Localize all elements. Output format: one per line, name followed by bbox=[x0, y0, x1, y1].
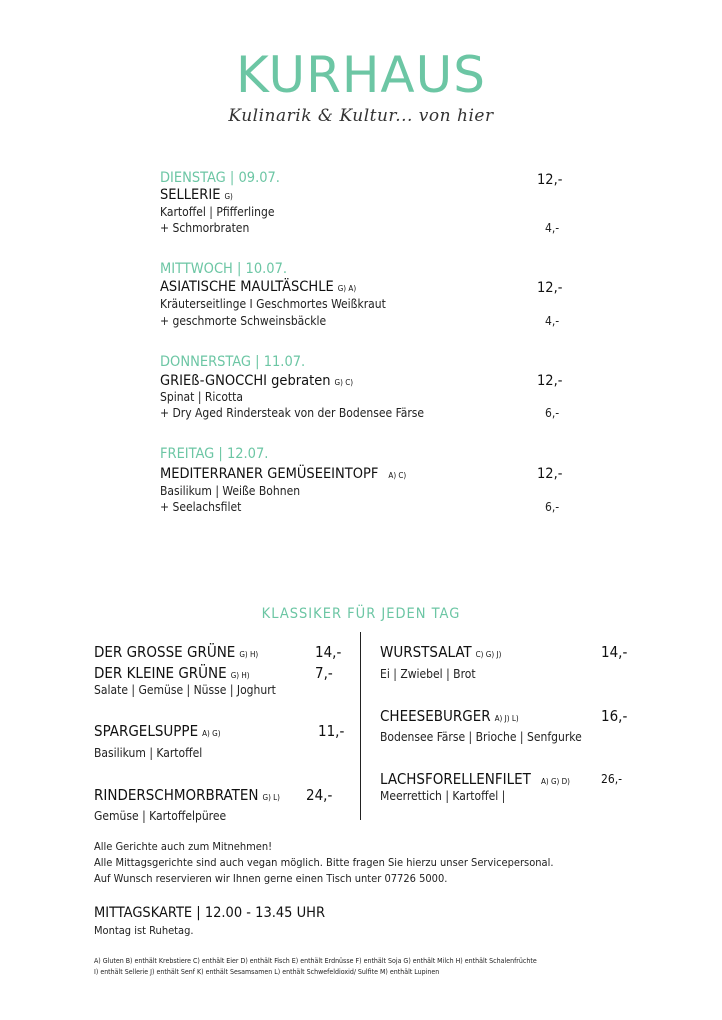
allergen-codes: G) A) bbox=[337, 284, 357, 293]
addon-price: 6,- bbox=[545, 500, 560, 514]
addon-label: + geschmorte Schweinsbäckle bbox=[160, 314, 327, 328]
classics-heading: KLASSIKER FÜR JEDEN TAG bbox=[261, 606, 461, 622]
addon-price: 6,- bbox=[545, 406, 560, 420]
restaurant-logo: KURHAUS bbox=[236, 46, 486, 104]
allergen-codes: G) C) bbox=[334, 378, 354, 387]
allergen-codes: A) G) D) bbox=[540, 777, 570, 786]
dish-sides: Kartoffel | Pfifferlinge bbox=[160, 205, 275, 219]
classic-dish-sides: Basilikum | Kartoffel bbox=[94, 746, 203, 760]
allergen-legend-line: A) Gluten B) enthält Krebstiere C) enthält Eier D) enthält Fisch E) enthält Erdnüsse F) enthält Soja G) enthält Milch H) enthält Schalenfrüchte bbox=[94, 957, 537, 965]
classic-dish-sides: Bodensee Färse | Brioche | Senfgurke bbox=[380, 730, 582, 744]
classic-dish-sides: Ei | Zwiebel | Brot bbox=[380, 667, 476, 681]
day-label: DONNERSTAG | 11.07. bbox=[160, 354, 306, 370]
classic-dish-price: 16,- bbox=[601, 707, 628, 725]
dish-name: SELLERIE G) bbox=[160, 187, 233, 203]
classic-dish-sides: Salate | Gemüse | Nüsse | Joghurt bbox=[94, 683, 276, 697]
classic-dish-price: 14,- bbox=[315, 643, 342, 661]
classic-dish-price: 7,- bbox=[315, 664, 333, 682]
allergen-codes: C) G) J) bbox=[475, 650, 502, 659]
allergen-codes: G) L) bbox=[262, 793, 280, 802]
dish-sides: Spinat | Ricotta bbox=[160, 390, 244, 404]
dish-sides: Basilikum | Weiße Bohnen bbox=[160, 484, 301, 498]
allergen-codes: G) bbox=[224, 192, 233, 201]
lunch-hours-title: MITTAGSKARTE | 12.00 - 13.45 UHR bbox=[94, 905, 326, 921]
closed-day-note: Montag ist Ruhetag. bbox=[94, 924, 194, 937]
dish-price: 12,- bbox=[537, 466, 563, 482]
dish-sides: Kräuterseitlinge I Geschmortes Weißkraut bbox=[160, 297, 386, 311]
classic-dish-price: 24,- bbox=[306, 786, 333, 804]
classic-dish-name: LACHSFORELLENFILET A) G) D) bbox=[380, 770, 570, 788]
classic-dish-sides: Gemüse | Kartoffelpüree bbox=[94, 809, 227, 823]
classic-dish-name: SPARGELSUPPE A) G) bbox=[94, 722, 221, 740]
addon-label: + Dry Aged Rindersteak von der Bodensee Färse bbox=[160, 406, 425, 420]
addon-label: + Seelachsfilet bbox=[160, 500, 242, 514]
allergen-codes: G) H) bbox=[230, 671, 250, 680]
classic-dish-name: CHEESEBURGER A) J) L) bbox=[380, 707, 519, 725]
day-label: FREITAG | 12.07. bbox=[160, 446, 269, 462]
classic-dish-name: WURSTSALAT C) G) J) bbox=[380, 643, 502, 661]
classic-dish-sides: Meerrettich | Kartoffel | bbox=[380, 789, 506, 803]
classic-dish-name: RINDERSCHMORBRATEN G) L) bbox=[94, 786, 280, 804]
dish-price: 12,- bbox=[537, 172, 563, 188]
classic-dish-price: 14,- bbox=[601, 643, 628, 661]
addon-label: + Schmorbraten bbox=[160, 221, 250, 235]
dish-name: ASIATISCHE MAULTÄSCHLE G) A) bbox=[160, 279, 357, 295]
note-line: Alle Gerichte auch zum Mitnehmen! bbox=[94, 840, 273, 853]
allergen-legend-line: I) enthält Sellerie J) enthält Senf K) enthält Sesamsamen L) enthält Schwefeldioxid/ Sulfite M) enthält Lupinen bbox=[94, 968, 440, 976]
day-label: MITTWOCH | 10.07. bbox=[160, 261, 288, 277]
classic-dish-price: 11,- bbox=[318, 722, 345, 740]
allergen-codes: A) J) L) bbox=[494, 714, 519, 723]
column-divider bbox=[360, 632, 361, 820]
day-label: DIENSTAG | 09.07. bbox=[160, 170, 280, 186]
allergen-codes: G) H) bbox=[239, 650, 259, 659]
classic-dish-name: DER GROSSE GRÜNE G) H) bbox=[94, 643, 259, 661]
allergen-codes: A) C) bbox=[388, 471, 407, 480]
tagline: Kulinarik & Kultur... von hier bbox=[228, 106, 494, 126]
dish-name: MEDITERRANER GEMÜSEEINTOPF A) C) bbox=[160, 466, 407, 482]
addon-price: 4,- bbox=[545, 221, 560, 235]
dish-name: GRIEß-GNOCCHI gebraten G) C) bbox=[160, 373, 354, 389]
allergen-codes: A) G) bbox=[202, 729, 221, 738]
dish-price: 12,- bbox=[537, 280, 563, 296]
note-line: Auf Wunsch reservieren wir Ihnen gerne einen Tisch unter 07726 5000. bbox=[94, 872, 448, 885]
addon-price: 4,- bbox=[545, 314, 560, 328]
dish-price: 12,- bbox=[537, 373, 563, 389]
note-line: Alle Mittagsgerichte sind auch vegan möglich. Bitte fragen Sie hierzu unser Servicepersonal. bbox=[94, 856, 554, 869]
classic-dish-price: 26,- bbox=[601, 772, 623, 786]
classic-dish-name: DER KLEINE GRÜNE G) H) bbox=[94, 664, 250, 682]
